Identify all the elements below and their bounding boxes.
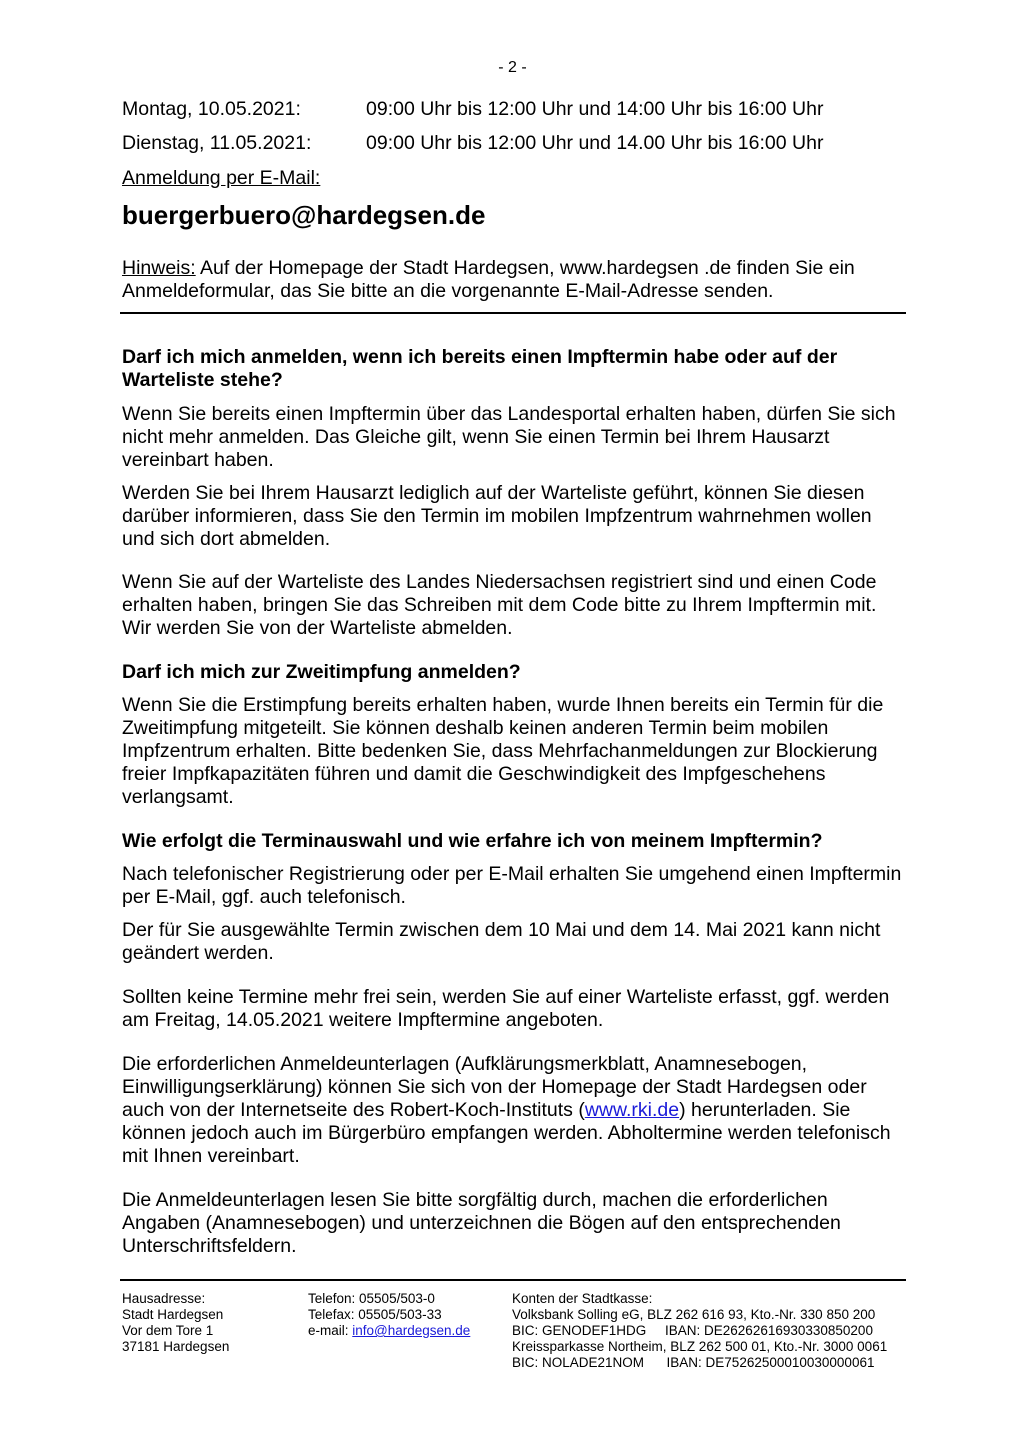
footer-bank-line: BIC: NOLADE21NOM IBAN: DE75262500010030000061 xyxy=(512,1355,875,1370)
footer-fax: Telefax: 05505/503-33 xyxy=(308,1307,442,1322)
section-heading: Wie erfolgt die Terminauswahl und wie erfahre ich von meinem Impftermin? xyxy=(122,830,823,852)
registration-label: Anmeldung per E-Mail: xyxy=(122,167,321,189)
paragraph-text: ) herunterladen. Sie können jedoch auch im Bürgerbüro empfangen werden. Abholtermine werden telefonisch mit Ihnen vereinbart. xyxy=(122,1099,891,1167)
paragraph: Wenn Sie auf der Warteliste des Landes Niedersachsen registriert sind und einen Code erhalten haben, bringen Sie das Schreiben mit dem Code bitte zu Ihrem Impftermin mit. Wir werden Sie von der Warteliste abmelden. xyxy=(122,571,877,639)
divider-footer xyxy=(120,1279,906,1281)
footer-bank-line: Volksbank Solling eG, BLZ 262 616 93, Kto.-Nr. 330 850 200 xyxy=(512,1307,876,1322)
paragraph: Werden Sie bei Ihrem Hausarzt lediglich auf der Warteliste geführt, können Sie diesen darüber informieren, dass Sie den Termin im mobilen Impfzentrum wahrnehmen wollen und sich dort abmelden. xyxy=(122,482,872,550)
schedule-time: 09:00 Uhr bis 12:00 Uhr und 14.00 Uhr bis 16:00 Uhr xyxy=(366,132,824,154)
hint-paragraph xyxy=(122,257,907,303)
footer-address-line: 37181 Hardegsen xyxy=(122,1339,230,1354)
section-heading: Darf ich mich anmelden, wenn ich bereits einen Impftermin habe oder auf der Warteliste stehe? xyxy=(122,346,838,391)
footer-address-line: Vor dem Tore 1 xyxy=(122,1323,214,1338)
paragraph xyxy=(122,1053,907,1168)
paragraph: Wenn Sie bereits einen Impftermin über das Landesportal erhalten haben, dürfen Sie sich nicht mehr anmelden. Das Gleiche gilt, wenn Sie einen Termin bei Ihrem Hausarzt vereinbart haben. xyxy=(122,403,896,471)
footer-bank-line: BIC: GENODEF1HDG IBAN: DE26262616930330850200 xyxy=(512,1323,873,1338)
hint-label: Hinweis: xyxy=(122,257,196,279)
page-number: - 2 - xyxy=(498,59,527,76)
footer-phone: Telefon: 05505/503-0 xyxy=(308,1291,435,1306)
schedule-day: Dienstag, 11.05.2021: xyxy=(122,132,312,154)
footer-address-line: Stadt Hardegsen xyxy=(122,1307,224,1322)
footer-bank-line: Konten der Stadtkasse: xyxy=(512,1291,653,1306)
paragraph-text: Die erforderlichen Anmeldeunterlagen (Aufklärungsmerkblatt, Anamnesebogen, Einwilligungserklärung) können Sie sich von der Homepage der Stadt Hardegsen oder auch von der Internetseite des Robert-Koch-Instituts ( xyxy=(122,1053,867,1121)
footer-bank-line: Kreissparkasse Northeim, BLZ 262 500 01, Kto.-Nr. 3000 0061 xyxy=(512,1339,888,1354)
footer-email-link[interactable]: info@hardegsen.de xyxy=(352,1323,471,1338)
footer-bank xyxy=(512,1291,887,1371)
paragraph: Die Anmeldeunterlagen lesen Sie bitte sorgfältig durch, machen die erforderlichen Angaben (Anamnesebogen) und unterzeichnen die Bögen auf den entsprechenden Unterschriftsfeldern. xyxy=(122,1189,841,1257)
registration-email: buergerbuero@hardegsen.de xyxy=(122,200,486,230)
footer-email xyxy=(308,1323,470,1339)
divider-top xyxy=(120,312,906,314)
paragraph: Nach telefonischer Registrierung oder per E-Mail erhalten Sie umgehend einen Impftermin per E-Mail, ggf. auch telefonisch. xyxy=(122,863,902,908)
paragraph: Sollten keine Termine mehr frei sein, werden Sie auf einer Warteliste erfasst, ggf. werden am Freitag, 14.05.2021 weitere Impftermine angeboten. xyxy=(122,986,890,1031)
schedule-day: Montag, 10.05.2021: xyxy=(122,98,301,120)
footer-address xyxy=(122,1291,229,1355)
footer-address-line: Hausadresse: xyxy=(122,1291,206,1306)
paragraph: Wenn Sie die Erstimpfung bereits erhalten haben, wurde Ihnen bereits ein Termin für die Zweitimpfung mitgeteilt. Sie können deshalb keinen anderen Termin beim mobilen Impfzentrum erhalten. Bitte bedenken Sie, dass Mehrfachanmeldungen zur Blockierung freier Impfkapazitäten führen und damit die Geschwindigkeit des Impfgeschehens verlangsamt. xyxy=(122,694,884,808)
footer-email-label: e-mail: xyxy=(308,1323,353,1338)
rki-link[interactable]: www.rki.de xyxy=(584,1099,680,1121)
schedule-time: 09:00 Uhr bis 12:00 Uhr und 14:00 Uhr bis 16:00 Uhr xyxy=(366,98,824,120)
paragraph: Der für Sie ausgewählte Termin zwischen dem 10 Mai und dem 14. Mai 2021 kann nicht geändert werden. xyxy=(122,919,881,964)
footer-contact xyxy=(308,1291,470,1339)
section-heading: Darf ich mich zur Zweitimpfung anmelden? xyxy=(122,661,521,683)
hint-text: Auf der Homepage der Stadt Hardegsen, www.hardegsen .de finden Sie ein Anmeldeformular, das Sie bitte an die vorgenannte E-Mail-Adresse senden. xyxy=(122,257,855,302)
faq-content xyxy=(122,346,907,1258)
